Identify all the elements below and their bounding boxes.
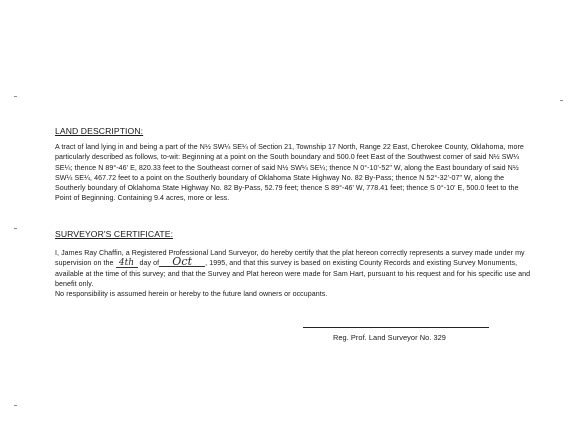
scan-mark [14,405,17,406]
scan-mark [14,96,17,97]
certificate-text-day-of: day of [139,259,160,268]
surveyors-certificate-text [55,248,535,299]
certificate-text-after-month: , 1995, and that this survey is based on existing County Records and existing Survey Monuments, available at the time of this survey; and that the Survey and Plat hereon were made for Sam Hart, pursuant to his request and for his specific use and benefit only. [55,259,531,288]
signature-caption: Reg. Prof. Land Surveyor No. 329 [333,333,446,342]
certificate-text-before-day: I, James Ray Chaffin, a Registered Professional Land Surveyor, do hereby certify that the plat hereon correctly represents a survey made under my supervision on the [55,249,525,268]
scan-mark [560,100,563,101]
signature-line [303,327,489,328]
handwritten-month: Oct [159,258,205,267]
land-description-heading: LAND DESCRIPTION: [55,126,144,136]
surveyors-certificate-heading: SURVEYOR'S CERTIFICATE: [55,229,174,239]
land-description-text: A tract of land lying in and being a part of the N½ SW¼ SE¼ of Section 21, Township 17 North, Range 22 East, Cherokee County, Oklahoma, more particularly described as follows, to-wit: Beginning at a point on the South boundary and 500.0 feet East of the Southwest corner of said N½ SW¼ SE¼; thence N 89°-46' E, 820.33 feet to the Southeast corner of said N½ SW¼ SE¼; thence N 0°-10'-52" W, along the East boundary of said N½ SW¼ SE¼, 467.72 feet to a point on the Southerly boundary of Oklahoma State Highway No. 82 By-Pass; thence N 52°-32'-07" W, along the Southerly boundary of Oklahoma State Highway No. 82 By-Pass, 52.79 feet; thence S 89°-46' W, 778.41 feet; thence S 0°-10' E, 500.0 feet to the Point of Beginning. Containing 9.4 acres, more or less. [55,143,524,203]
certificate-disclaimer: No responsibility is assumed herein or hereby to the future land owners or occupants. [55,290,328,299]
handwritten-day: 4th [116,259,138,268]
scan-mark [14,228,17,229]
